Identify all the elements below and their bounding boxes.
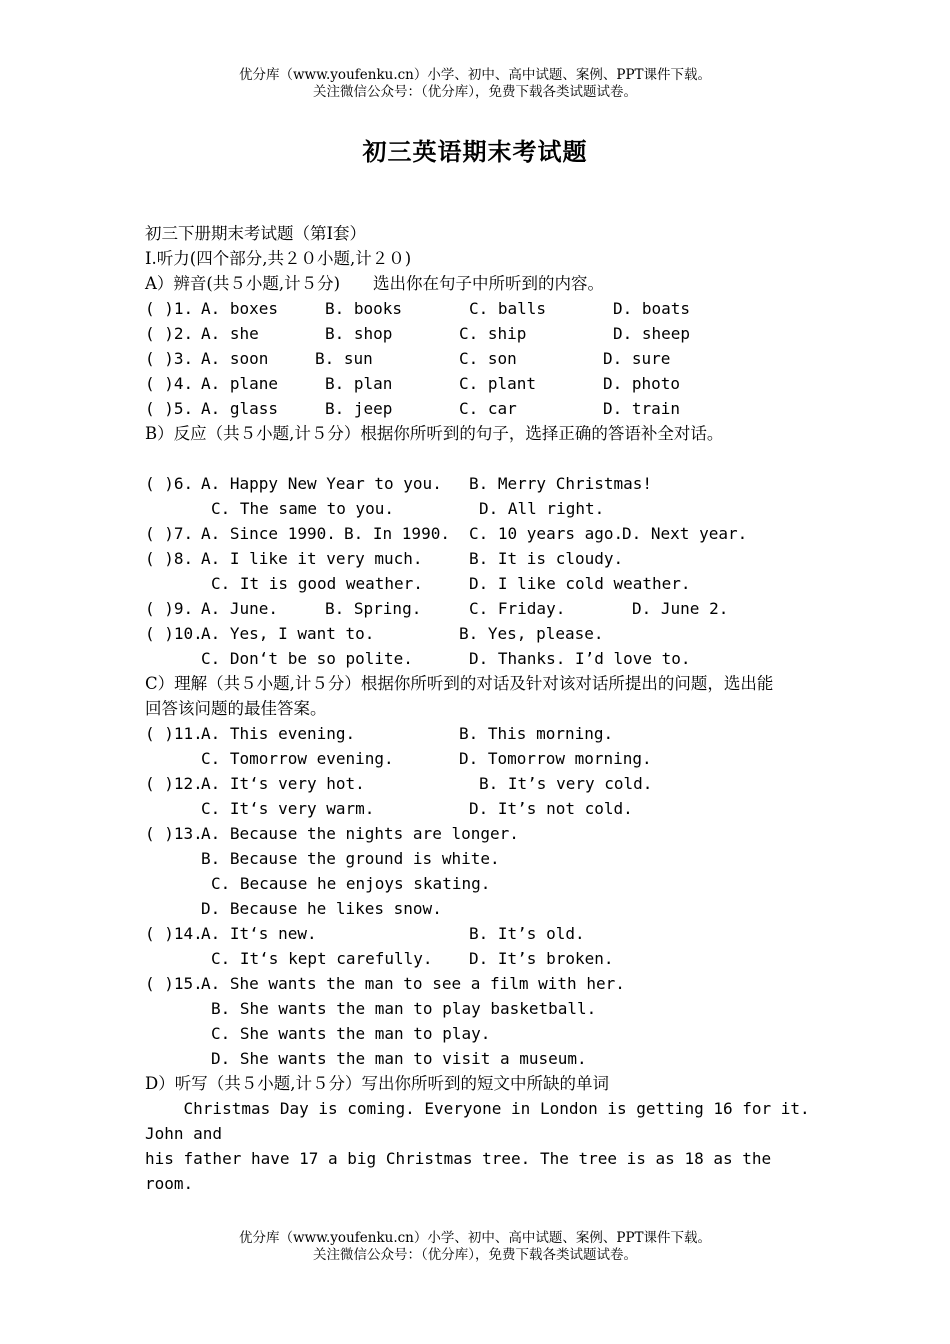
- question-number: ( )8.: [145, 549, 194, 568]
- header-line-1: 优分库（www.youfenku.cn）小学、初中、高中试题、案例、PPT课件下载。: [238, 67, 712, 83]
- part-d-heading: D）听写（共５小题,计５分）写出你所听到的短文中所缺的单词: [145, 1074, 609, 1093]
- option-b: B. Because the ground is white.: [201, 849, 500, 868]
- option-d: D. Next year.: [622, 524, 748, 543]
- question-10-cont: [145, 646, 825, 671]
- option-c: C. Friday.: [469, 599, 566, 618]
- question-13: [145, 821, 825, 846]
- option-b: B. She wants the man to play basketball.: [211, 999, 597, 1018]
- dictation-paragraph-1: Christmas Day is coming. Everyone in London is getting 16 for it. John and: [145, 1099, 820, 1143]
- option-c: C. It‘s very warm.: [201, 799, 375, 818]
- option-b: B. It’s old.: [469, 924, 585, 943]
- question-5: [145, 396, 825, 421]
- option-c: C. ship: [459, 324, 527, 343]
- option-b: B. jeep: [325, 399, 393, 418]
- header-line-2: 关注微信公众号：（优分库），免费下载各类试题试卷。: [313, 84, 637, 100]
- question-6-cont: [145, 496, 825, 521]
- option-a: A. Yes, I want to.: [201, 624, 375, 643]
- question-15-b: [145, 996, 825, 1021]
- question-3: [145, 346, 825, 371]
- option-a: A. plane: [201, 374, 279, 393]
- question-7: [145, 521, 825, 546]
- question-11: [145, 721, 825, 746]
- option-d: D. photo: [603, 374, 681, 393]
- option-a: A. June.: [201, 599, 279, 618]
- option-d: D. Because he likes snow.: [201, 899, 442, 918]
- option-a: A. Happy New Year to you.: [201, 474, 442, 493]
- part-b-heading: B）反应（共５小题,计５分）根据你所听到的句子，选择正确的答语补全对话。: [145, 424, 724, 443]
- question-15: [145, 971, 825, 996]
- option-d: D. It’s not cold.: [469, 799, 633, 818]
- option-d: D. Thanks. I’d love to.: [469, 649, 691, 668]
- option-d: D. train: [603, 399, 681, 418]
- option-d: D. It’s broken.: [469, 949, 614, 968]
- option-c: C. plant: [459, 374, 537, 393]
- option-b: B. sun: [315, 349, 373, 368]
- question-11-cont: [145, 746, 825, 771]
- option-b: B. Yes, please.: [459, 624, 604, 643]
- option-b: B. This morning.: [459, 724, 614, 743]
- option-c: C. son: [459, 349, 517, 368]
- option-c: C. 10 years ago.: [469, 524, 624, 543]
- question-number: ( )5.: [145, 399, 194, 418]
- option-b: B. Merry Christmas!: [469, 474, 653, 493]
- question-8: [145, 546, 825, 571]
- option-a: A. Since 1990.: [201, 524, 336, 543]
- option-b: B. In 1990.: [344, 524, 450, 543]
- question-number: ( )10.: [145, 624, 203, 643]
- question-number: ( )4.: [145, 374, 194, 393]
- document-title: 初三英语期末考试题: [362, 137, 588, 166]
- question-4: [145, 371, 825, 396]
- question-2: [145, 321, 825, 346]
- question-1: [145, 296, 825, 321]
- question-10: [145, 621, 825, 646]
- exam-subtitle: 初三下册期末考试题（第Ⅰ套）: [145, 224, 367, 243]
- option-b: B. books: [325, 299, 403, 318]
- option-c: C. balls: [469, 299, 547, 318]
- question-14-cont: [145, 946, 825, 971]
- option-d: D. sheep: [613, 324, 691, 343]
- question-15-c: [145, 1021, 825, 1046]
- option-d: D. sure: [603, 349, 671, 368]
- option-c: C. Don‘t be so polite.: [201, 649, 413, 668]
- question-13-d: [145, 896, 825, 921]
- option-a: A. It‘s new.: [201, 924, 317, 943]
- question-number: ( )6.: [145, 474, 194, 493]
- option-c: C. She wants the man to play.: [211, 1024, 491, 1043]
- question-12: [145, 771, 825, 796]
- page-header: [0, 67, 950, 101]
- question-number: ( )3.: [145, 349, 194, 368]
- question-number: ( )2.: [145, 324, 194, 343]
- option-a: A. This evening.: [201, 724, 356, 743]
- question-number: ( )13.: [145, 824, 203, 843]
- footer-line-1: 优分库（www.youfenku.cn）小学、初中、高中试题、案例、PPT课件下载。: [238, 1230, 712, 1246]
- option-a: A. she: [201, 324, 259, 343]
- question-13-c: [145, 871, 825, 896]
- question-number: ( )14.: [145, 924, 203, 943]
- dictation-paragraph-2: his father have 17 a big Christmas tree. The tree is as 18 as the room.: [145, 1149, 772, 1193]
- question-number: ( )7.: [145, 524, 194, 543]
- option-a: A. I like it very much.: [201, 549, 423, 568]
- option-c: C. Because he enjoys skating.: [211, 874, 491, 893]
- question-number: ( )1.: [145, 299, 194, 318]
- question-number: ( )12.: [145, 774, 203, 793]
- question-14: [145, 921, 825, 946]
- part-c-heading: C）理解（共５小题,计５分）根据你所听到的对话及针对该对话所提出的问题，选出能: [145, 674, 774, 693]
- option-d: D. She wants the man to visit a museum.: [211, 1049, 587, 1068]
- option-b: B. It’s very cold.: [479, 774, 653, 793]
- option-b: B. It is cloudy.: [469, 549, 624, 568]
- option-a: A. glass: [201, 399, 279, 418]
- option-c: C. It is good weather.: [211, 574, 423, 593]
- part-c-heading-cont: 回答该问题的最佳答案。: [145, 699, 327, 718]
- option-d: D. Tomorrow morning.: [459, 749, 652, 768]
- question-number: ( )9.: [145, 599, 194, 618]
- page-footer: [0, 1230, 950, 1264]
- option-b: B. shop: [325, 324, 393, 343]
- option-c: C. car: [459, 399, 517, 418]
- part-a-heading: A）辨音(共５小题,计５分) 选出你在句子中所听到的内容。: [145, 274, 605, 293]
- option-b: B. Spring.: [325, 599, 422, 618]
- option-a: A. She wants the man to see a film with her.: [201, 974, 625, 993]
- question-13-b: [145, 846, 825, 871]
- question-6: [145, 471, 825, 496]
- option-a: A. It‘s very hot.: [201, 774, 365, 793]
- section-heading-listening: Ⅰ.听力(四个部分,共２０小题,计２０): [145, 249, 412, 268]
- option-d: D. I like cold weather.: [469, 574, 691, 593]
- option-c: C. Tomorrow evening.: [201, 749, 394, 768]
- question-9: [145, 596, 825, 621]
- question-12-cont: [145, 796, 825, 821]
- option-d: D. All right.: [479, 499, 605, 518]
- option-c: C. It‘s kept carefully.: [211, 949, 433, 968]
- question-number: ( )15.: [145, 974, 203, 993]
- option-a: A. boxes: [201, 299, 279, 318]
- footer-line-2: 关注微信公众号：（优分库），免费下载各类试题试卷。: [313, 1247, 637, 1263]
- question-number: ( )11.: [145, 724, 203, 743]
- option-b: B. plan: [325, 374, 393, 393]
- option-a: A. soon: [201, 349, 269, 368]
- option-a: A. Because the nights are longer.: [201, 824, 519, 843]
- exam-body: [145, 221, 825, 1196]
- option-c: C. The same to you.: [211, 499, 395, 518]
- question-15-d: [145, 1046, 825, 1071]
- question-8-cont: [145, 571, 825, 596]
- option-d: D. boats: [613, 299, 691, 318]
- option-d: D. June 2.: [632, 599, 729, 618]
